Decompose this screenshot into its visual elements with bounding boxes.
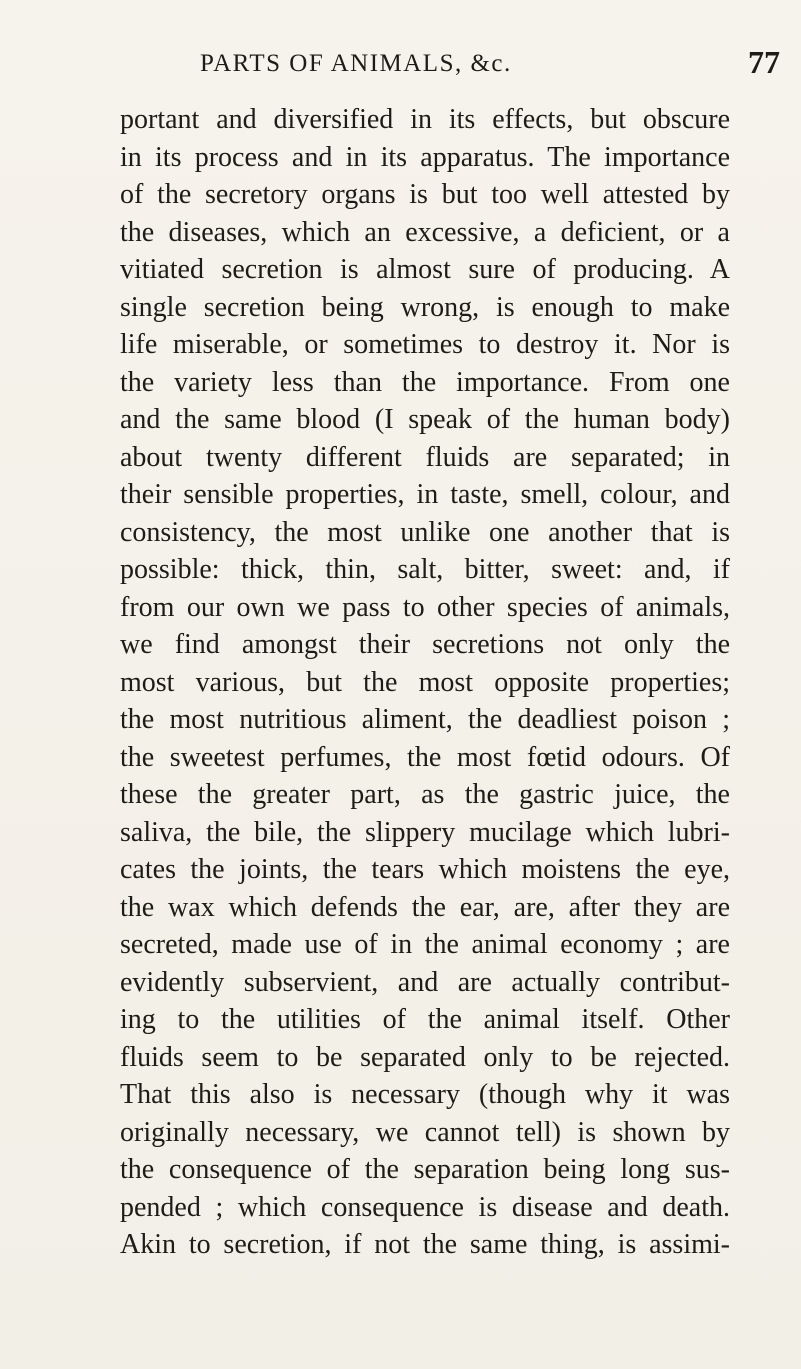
text-line: single secretion being wrong, is enough to make <box>120 291 730 323</box>
text-line: the wax which defends the ear, are, after they are <box>120 891 730 923</box>
text-line: most various, but the most opposite properties; <box>120 666 730 698</box>
running-title: PARTS OF ANIMALS, &c. <box>200 50 512 77</box>
text-line: ing to the utilities of the animal itself. Other <box>120 1004 730 1035</box>
text-line: fluids seem to be separated only to be rejected. <box>120 1041 730 1073</box>
text-line: these the greater part, as the gastric juice, the <box>120 779 730 810</box>
text-line: saliva, the bile, the slippery mucilage which lubri- <box>120 816 730 848</box>
text-line: the most nutritious aliment, the deadliest poison ; <box>120 704 730 735</box>
text-line: about twenty different fluids are separated; in <box>120 441 730 473</box>
page-number: 77 <box>748 44 780 80</box>
text-line: pended ; which consequence is disease and death. <box>120 1191 730 1223</box>
text-line: consistency, the most unlike one another that is <box>120 516 730 548</box>
text-line: we find amongst their secretions not only the <box>120 629 730 660</box>
text-line: cates the joints, the tears which moistens the eye, <box>120 854 730 885</box>
text-line: in its process and in its apparatus. The importance <box>120 141 730 173</box>
text-line: their sensible properties, in taste, smell, colour, and <box>120 479 730 510</box>
text-line: originally necessary, we cannot tell) is shown by <box>120 1116 730 1148</box>
text-line: the consequence of the separation being long sus- <box>120 1154 730 1185</box>
text-line: of the secretory organs is but too well attested by <box>120 179 730 210</box>
text-line: the sweetest perfumes, the most fœtid odours. Of <box>120 741 730 773</box>
text-line: vitiated secretion is almost sure of producing. A <box>120 254 730 285</box>
text-line: life miserable, or sometimes to destroy it. Nor is <box>120 329 730 360</box>
text-line: from our own we pass to other species of animals, <box>120 591 730 623</box>
text-line: the diseases, which an excessive, a deficient, or a <box>120 216 730 248</box>
text-line: Akin to secretion, if not the same thing, is assimi- <box>120 1229 730 1260</box>
text-line: evidently subservient, and are actually contribut- <box>120 966 730 998</box>
text-line: That this also is necessary (though why it was <box>120 1079 730 1110</box>
text-line: portant and diversified in its effects, but obscure <box>120 104 730 135</box>
text-line: the variety less than the importance. From one <box>120 366 730 398</box>
text-line: possible: thick, thin, salt, bitter, sweet: and, if <box>120 554 730 585</box>
text-line: secreted, made use of in the animal economy ; are <box>120 929 730 960</box>
text-line: and the same blood (I speak of the human body) <box>120 404 730 435</box>
